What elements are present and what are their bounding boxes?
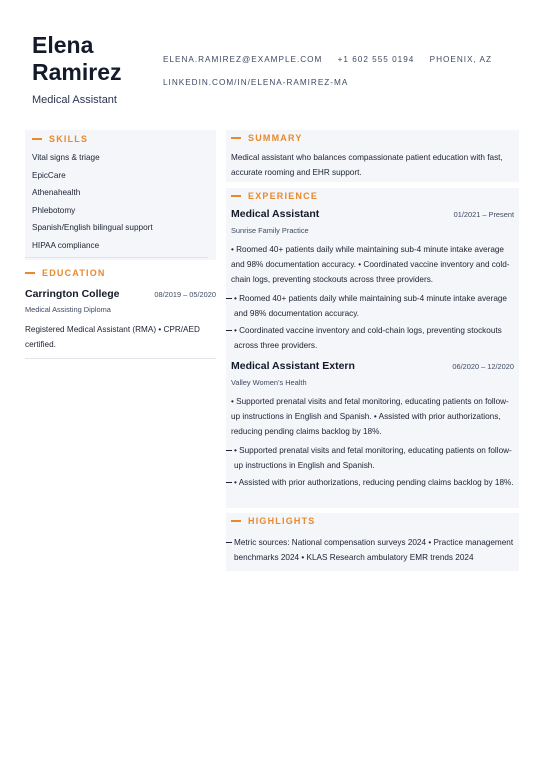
job-dates: 06/2020 – 12/2020 <box>452 362 514 371</box>
job-company: Sunrise Family Practice <box>231 226 309 235</box>
education-school: Carrington College <box>25 288 120 300</box>
job-dates: 01/2021 – Present <box>453 210 514 219</box>
job-bullets <box>231 291 514 353</box>
job-bullet: • Coordinated vaccine inventory and cold-chain logs, preventing stockouts across three providers. <box>231 323 514 353</box>
job-company: Valley Women’s Health <box>231 378 307 387</box>
experience-section <box>226 188 519 508</box>
experience-heading: EXPERIENCE <box>231 191 514 201</box>
heading-dash-icon <box>231 520 241 522</box>
job-header <box>231 208 514 220</box>
education-degree: Medical Assisting Diploma <box>25 305 111 314</box>
skill-item: Spanish/English bilingual support <box>32 223 153 233</box>
heading-dash-icon <box>231 137 241 139</box>
bullet-dash-icon <box>226 330 232 331</box>
education-dates: 08/2019 – 05/2020 <box>154 290 216 299</box>
contact-linkedin[interactable]: LINKEDIN.COM/IN/ELENA-RAMIREZ-MA <box>163 78 349 87</box>
skill-item: HIPAA compliance <box>32 240 100 250</box>
job-title: Medical Assistant <box>231 208 320 220</box>
education-section <box>25 268 216 352</box>
contact-row-linkedin <box>163 78 360 87</box>
skill-item: Vital signs & triage <box>32 153 100 162</box>
bullet-dash-icon <box>226 450 232 451</box>
education-detail: Registered Medical Assistant (RMA) • CPR/AED certified. <box>25 325 200 349</box>
job-bullet: • Roomed 40+ patients daily while maintaining sub-4 minute intake average and 98% documentation accuracy. <box>231 291 514 321</box>
highlights-item: Metric sources: National compensation surveys 2024 • Practice management benchmarks 2024 • KLAS Research ambulatory EMR trends 2024 <box>231 535 514 565</box>
bullet-dash-icon <box>226 298 232 299</box>
contact-email[interactable]: ELENA.RAMIREZ@EXAMPLE.COM <box>163 55 323 64</box>
contact-phone[interactable]: +1 602 555 0194 <box>337 55 415 64</box>
education-header <box>25 288 216 300</box>
education-heading: EDUCATION <box>25 268 216 278</box>
summary-section <box>226 130 519 182</box>
first-name: Elena <box>32 32 94 58</box>
job-title: Medical Assistant Extern <box>231 360 355 372</box>
job-bullet: • Assisted with prior authorizations, reducing pending claims backlog by 18%. <box>231 475 514 490</box>
skill-item: Athenahealth <box>32 188 81 198</box>
education-divider <box>25 358 216 359</box>
skills-heading: SKILLS <box>32 134 209 144</box>
job-summary: • Roomed 40+ patients daily while maintaining sub-4 minute intake average and 98% documentation accuracy. • Coordinated vaccine inventory and cold-chain logs, preventing stockouts across three providers. <box>231 245 510 284</box>
candidate-role: Medical Assistant <box>32 94 117 106</box>
contact-location: PHOENIX, AZ <box>429 55 493 64</box>
skills-section <box>25 130 216 260</box>
highlights-heading: HIGHLIGHTS <box>231 516 514 526</box>
summary-heading: SUMMARY <box>231 133 514 143</box>
job-entry <box>231 208 514 353</box>
skill-item: Phlebotomy <box>32 205 76 215</box>
highlights-section <box>226 513 519 571</box>
job-bullet: • Supported prenatal visits and fetal monitoring, educating patients on follow-up instructions in English and Spanish. <box>231 443 514 473</box>
summary-text: Medical assistant who balances compassionate patient education with fast, accurate rooming and EHR support. <box>231 153 503 177</box>
job-bullets <box>231 443 514 490</box>
contact-row <box>163 55 504 64</box>
heading-dash-icon <box>32 138 42 140</box>
bullet-dash-icon <box>226 542 232 543</box>
last-name: Ramirez <box>32 59 122 85</box>
job-header <box>231 360 514 372</box>
job-summary: • Supported prenatal visits and fetal monitoring, educating patients on follow-up instructions in English and Spanish. • Assisted with prior authorizations, reducing pending claims backlog by 18%. <box>231 397 509 436</box>
skills-divider <box>25 257 208 258</box>
heading-dash-icon <box>231 195 241 197</box>
bullet-dash-icon <box>226 482 232 483</box>
job-entry <box>231 360 514 490</box>
skill-item: EpicCare <box>32 170 66 180</box>
candidate-name <box>32 32 121 86</box>
heading-dash-icon <box>25 272 35 274</box>
